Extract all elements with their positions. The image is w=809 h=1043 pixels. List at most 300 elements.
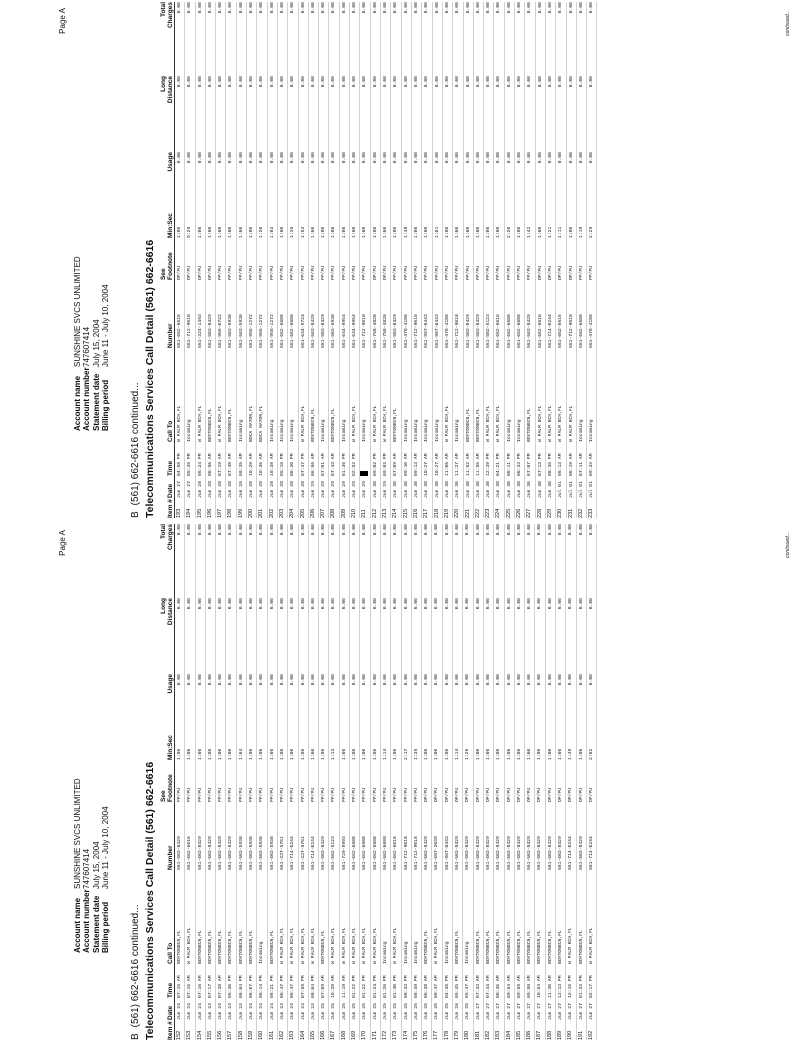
col-usage: Usage: [167, 152, 175, 202]
table-row: [432, 2, 442, 518]
cell-item: 159: [248, 1030, 255, 1040]
cell-item: 187: [536, 1030, 543, 1040]
cell-number: 561-503-5930: [238, 314, 244, 348]
cell-charges: 0.00: [341, 524, 347, 536]
cell-call-to: W PALM BCH,FL: [537, 405, 543, 442]
table-row: [175, 524, 185, 1040]
cell-time: 11:20 AM: [547, 975, 553, 998]
cell-number: 561-955-1272: [269, 314, 275, 348]
cell-date: Jun 29: [310, 481, 316, 498]
cell-distance: 0.00: [197, 76, 203, 88]
table-row: [463, 524, 473, 1040]
cell-item: 168: [340, 1030, 347, 1040]
cell-date: Jun 28: [228, 481, 234, 498]
cell-date: Jun 30: [414, 481, 420, 498]
cell-charges: 0.00: [197, 2, 203, 14]
cell-date: Jun 26: [465, 1003, 471, 1020]
cell-item: 202: [268, 508, 275, 518]
col-call-to: Call To: [167, 870, 175, 964]
cell-charges: 0.00: [413, 524, 419, 536]
cell-call-to: W PALM BCH,FL: [218, 405, 224, 442]
table-row: [432, 524, 442, 1040]
cell-item: 219: [443, 508, 450, 518]
cell-footnote: PP/PU: [372, 787, 378, 802]
cell-date: Jun 24: [177, 1003, 182, 1020]
table-row: [195, 524, 205, 1040]
cell-min-sec: 1:00: [444, 748, 450, 760]
cell-item: 177: [433, 1030, 440, 1040]
cell-call-to: BOYTONBCN,FL: [238, 930, 244, 964]
cell-min-sec: 1:00: [547, 748, 553, 760]
cell-time: 09:58 AM: [527, 975, 533, 998]
cell-call-to: W PALM BCH,FL: [300, 405, 306, 442]
cell-min-sec: 1:00: [228, 226, 234, 238]
cell-call-to: BOYTONBCN,FL: [537, 930, 543, 964]
cell-date: Jun 27: [578, 1003, 584, 1020]
cell-distance: 0.00: [588, 598, 594, 610]
cell-call-to: BOYTONBCN,FL: [547, 930, 553, 964]
cell-item: 171: [371, 1030, 378, 1040]
cell-number: 561-662-6688: [352, 836, 358, 870]
cell-footnote: PP/PU: [321, 787, 327, 802]
cell-time: 11:19 AM: [341, 975, 347, 998]
cell-footnote: PP/PU: [403, 787, 409, 802]
cell-item: 204: [289, 508, 296, 518]
cell-min-sec: 1:00: [486, 226, 492, 238]
cell-time: 02:17 PM: [588, 975, 594, 998]
cell-usage: 0.00: [218, 674, 224, 686]
cell-time: 06:14 PM: [259, 975, 265, 998]
cell-time: 01:22 PM: [352, 975, 358, 998]
cell-time: 06:38 AM: [424, 975, 430, 998]
cell-usage: 0.00: [383, 152, 389, 164]
table-row: [401, 2, 411, 518]
cell-item: 193: [176, 508, 182, 518]
table-row: [401, 524, 411, 1040]
cell-time: 11:27 AM: [455, 453, 461, 476]
cell-usage: 0.00: [578, 152, 584, 164]
cell-min-sec: 1:00: [310, 226, 316, 238]
cell-usage: 0.00: [249, 674, 255, 686]
cell-min-sec: 1:00: [310, 748, 316, 760]
cell-call-to: BOYTONBCN,FL: [249, 930, 255, 964]
cell-item: 172: [381, 1030, 388, 1040]
cell-call-to: W PALM BCH,FL: [362, 927, 368, 964]
statement-page-right: [0, 0, 809, 521]
cell-min-sec: 1:35: [413, 748, 419, 760]
cell-distance: 0.00: [331, 76, 337, 88]
cell-usage: 0.00: [486, 152, 492, 164]
redaction-mark: [360, 471, 368, 476]
statement-date-label: Statement date: [91, 373, 101, 431]
call-detail-heading: Telecommunications Services Call Detail (561) 662-6616: [144, 239, 156, 518]
table-row: [587, 2, 597, 518]
cell-item: 170: [361, 1030, 368, 1040]
table-row: [545, 2, 555, 518]
cell-number: 561-967-0443: [434, 314, 440, 348]
cell-call-to: Incoming: [362, 419, 368, 442]
cell-distance: 0.00: [424, 76, 430, 88]
table-row: [319, 524, 329, 1040]
cell-charges: 0.00: [331, 524, 337, 536]
cell-number: 561-662-6688: [362, 836, 368, 870]
cell-min-sec: 1:00: [414, 226, 420, 238]
cell-time: 07:16 AM: [197, 975, 203, 998]
cell-time: 01:22 PM: [362, 975, 368, 998]
cell-charges: 0.00: [269, 2, 275, 14]
cell-number: 561-503-8429: [455, 836, 461, 870]
cell-date: Jun 30: [465, 481, 471, 498]
cell-item: 222: [474, 508, 481, 518]
cell-item: 156: [217, 1030, 224, 1040]
cell-number: 561-503-8429: [465, 836, 471, 870]
cell-time: 11:06 AM: [444, 453, 450, 476]
cell-item: 221: [464, 508, 471, 518]
cell-number: 561-503-8429: [207, 836, 213, 870]
cell-footnote: PP/PU: [578, 265, 584, 280]
cell-usage: 0.00: [259, 674, 265, 686]
table-row: [370, 2, 380, 518]
cell-charges: 0.00: [558, 2, 564, 14]
cell-call-to: Incoming: [187, 419, 193, 442]
section-continued-title: [130, 904, 141, 1040]
cell-date: Jun 24: [238, 1003, 244, 1020]
cell-date: Jun 27: [557, 1003, 563, 1020]
cell-call-to: Incoming: [269, 419, 275, 442]
cell-date: Jun 30: [424, 481, 430, 498]
cell-item: 179: [454, 1030, 461, 1040]
cell-usage: 0.00: [218, 152, 224, 164]
cell-min-sec: 1:00: [197, 226, 203, 238]
cell-footnote: PP/PU: [228, 265, 234, 280]
cell-distance: 0.00: [485, 598, 491, 610]
cell-distance: 0.00: [465, 76, 471, 88]
cell-usage: 0.00: [187, 674, 193, 686]
cell-usage: 0.00: [547, 152, 553, 164]
cell-min-sec: 1:53: [300, 226, 306, 238]
table-row: [494, 2, 504, 518]
cell-footnote: PP/PU: [249, 265, 255, 280]
cell-number: 561-712-9018: [414, 314, 420, 348]
cell-time: 08:45 AM: [496, 975, 502, 998]
cell-call-to: W PALM BCH,FL: [310, 927, 316, 964]
cell-footnote: PP/PU: [506, 265, 512, 280]
cell-footnote: PP/PU: [434, 265, 440, 280]
cell-min-sec: 1:00: [455, 226, 461, 238]
cell-date: Jun 27: [485, 1003, 491, 1020]
call-rows: [175, 524, 597, 1040]
cell-time: 07:11 AM: [578, 453, 584, 476]
cell-date: Jun 24: [187, 1003, 193, 1020]
cell-charges: 0.00: [362, 524, 368, 536]
cell-charges: 0.00: [187, 2, 193, 14]
cell-distance: 0.00: [228, 598, 234, 610]
cell-number: 561-503-8429: [527, 836, 533, 870]
cell-number: 561-662-6688: [578, 314, 584, 348]
cell-call-to: W PALM BCH,FL: [187, 927, 193, 964]
cell-time: 09:59 AM: [516, 975, 522, 998]
cell-call-to: BOCA RATON,FL: [249, 405, 255, 442]
cell-charges: 0.00: [516, 524, 522, 536]
cell-usage: 0.00: [434, 674, 440, 686]
table-row: [566, 2, 576, 518]
cell-min-sec: 1:00: [496, 748, 502, 760]
cell-number: 561-503-8429: [321, 314, 327, 348]
table-row: [545, 524, 555, 1040]
cell-distance: 0.00: [424, 598, 430, 610]
cell-call-to: W PALM BCH,FL: [290, 927, 296, 964]
cell-usage: 0.00: [537, 674, 543, 686]
cell-item: 233: [588, 508, 595, 518]
cell-usage: 0.00: [485, 674, 491, 686]
table-row: [422, 524, 432, 1040]
table-row: [504, 2, 514, 518]
cell-time: 05:15 PM: [279, 453, 285, 476]
table-row: [226, 2, 236, 518]
cell-time: 07:17 AM: [207, 975, 213, 998]
cell-number: 561-337-5751: [279, 836, 285, 870]
table-row: [185, 2, 195, 518]
cell-time: 01:33 PM: [578, 975, 584, 998]
call-rows: [175, 2, 597, 518]
cell-time: 05:45 PM: [455, 975, 461, 998]
cell-min-sec: 1:00: [177, 226, 182, 238]
cell-min-sec: 1:48: [403, 226, 409, 238]
cell-usage: 0.00: [578, 674, 584, 686]
cell-min-sec: 1:00: [506, 748, 512, 760]
cell-date: Jun 28: [259, 481, 265, 498]
cell-charges: 0.00: [589, 2, 595, 14]
cell-item: 231: [567, 508, 574, 518]
cell-usage: 0.00: [496, 674, 502, 686]
cell-usage: 0.00: [290, 674, 296, 686]
cell-time: 06:07 PM: [249, 975, 255, 998]
cell-min-sec: 1:00: [269, 748, 275, 760]
cell-call-to: BOYTONBCN,FL: [424, 930, 430, 964]
cell-call-to: W PALM BCH,FL: [197, 405, 203, 442]
cell-usage: 0.00: [475, 152, 481, 164]
cell-min-sec: 1:00: [372, 226, 378, 238]
col-min-sec: Min:Sec: [167, 724, 175, 760]
cell-time: 10:38 AM: [269, 453, 275, 476]
cell-number: 561-662-6688: [382, 836, 388, 870]
cell-time: 06:04 PM: [238, 975, 244, 998]
cell-call-to: BOYTONBCN,FL: [527, 408, 533, 442]
cell-distance: 0.00: [279, 76, 285, 88]
cell-time: 10:27 AM: [434, 453, 440, 476]
cell-charges: 0.00: [249, 2, 255, 14]
section-letter: B: [130, 511, 141, 518]
cell-charges: 0.00: [269, 524, 275, 536]
cell-distance: 0.00: [310, 76, 316, 88]
cell-call-to: W PALM BCH,FL: [444, 405, 450, 442]
cell-call-to: W PALM BCH,FL: [434, 927, 440, 964]
col-date: Date: [167, 998, 175, 1020]
cell-footnote: PP/PU: [279, 265, 285, 280]
cell-charges: 0.00: [372, 2, 378, 14]
cell-number: 561-503-8429: [465, 314, 471, 348]
cell-min-sec: 1:42: [527, 226, 533, 238]
cell-item: 226: [516, 508, 523, 518]
cell-usage: 0.00: [527, 152, 533, 164]
col-item: Item #: [167, 499, 174, 518]
cell-item: 229: [546, 508, 553, 518]
cell-charges: 0.00: [382, 524, 388, 536]
table-row: [504, 524, 514, 1040]
cell-usage: 0.00: [372, 152, 378, 164]
cell-footnote: OP/PU: [207, 265, 213, 280]
cell-time: 11:52 AM: [465, 453, 471, 476]
cell-min-sec: 1:00: [465, 226, 471, 238]
cell-footnote: OP/PU: [506, 787, 512, 802]
table-row: [484, 2, 494, 518]
cell-item: 186: [526, 1030, 533, 1040]
cell-distance: 0.00: [207, 76, 213, 88]
cell-usage: 0.00: [506, 152, 512, 164]
table-row: [555, 524, 565, 1040]
cell-call-to: BOYTONBCN,FL: [455, 930, 461, 964]
cell-item: 216: [413, 508, 420, 518]
col-footnote: Footnote: [167, 760, 175, 802]
cell-time: 05:35 PM: [187, 453, 193, 476]
cell-min-sec: 1:00: [568, 226, 574, 238]
col-date: Date: [167, 476, 175, 498]
cell-call-to: W PALM BCH,FL: [383, 405, 389, 442]
cell-item: 220: [454, 508, 461, 518]
cell-distance: 0.00: [290, 76, 296, 88]
cell-distance: 0.00: [578, 598, 584, 610]
cell-distance: 0.00: [393, 598, 399, 610]
table-row: [494, 524, 504, 1040]
cell-min-sec: 1:00: [475, 748, 481, 760]
table-row: [380, 524, 390, 1040]
cell-charges: 0.00: [496, 2, 502, 14]
cell-number: 561-662-6688: [279, 314, 285, 348]
cell-item: 208: [330, 508, 337, 518]
cell-number: 561-562-5123: [331, 836, 337, 870]
table-row: [319, 2, 329, 518]
cell-footnote: PP/PU: [249, 787, 255, 802]
cell-footnote: PP/PU: [269, 265, 275, 280]
cell-time: 10:28 AM: [331, 975, 337, 998]
table-row: [247, 524, 257, 1040]
cell-item: 199: [237, 508, 244, 518]
cell-date: Jun 27: [588, 1003, 594, 1020]
cell-date: Jun 25: [331, 1003, 337, 1020]
cell-distance: 0.00: [269, 76, 275, 88]
cell-distance: 0.00: [527, 598, 533, 610]
cell-item: 157: [227, 1030, 234, 1040]
cell-charges: 0.00: [578, 2, 584, 14]
cell-min-sec: 1:00: [218, 226, 224, 238]
table-row: [350, 2, 360, 518]
cell-usage: 0.00: [382, 674, 388, 686]
cell-number: 561-503-8429: [228, 836, 234, 870]
cell-footnote: OP/PU: [372, 265, 378, 280]
cell-min-sec: 1:00: [362, 226, 368, 238]
account-number-value: 747607414: [82, 326, 92, 367]
col-see: See: [160, 268, 167, 280]
section-continued-title: [130, 382, 141, 518]
statement-date-value: July 15, 2004: [91, 319, 101, 367]
cell-distance: 0.00: [568, 76, 574, 88]
cell-item: 173: [392, 1030, 399, 1040]
cell-number: 561-503-5930: [331, 314, 337, 348]
cell-item: 206: [309, 508, 316, 518]
cell-footnote: PP/PU: [290, 787, 296, 802]
account-name-label: Account name: [73, 375, 82, 431]
cell-call-to: W PALM BCH,FL: [341, 927, 347, 964]
cell-number: 561-967-0443: [424, 314, 430, 348]
cell-number: 561-478-4188: [444, 314, 450, 348]
cell-usage: 0.00: [228, 674, 234, 686]
cell-usage: 0.00: [197, 152, 203, 164]
cell-call-to: W PALM BCH,FL: [496, 405, 502, 442]
col-number: Number: [167, 802, 175, 870]
cell-distance: 0.00: [279, 598, 285, 610]
cell-date: Jun 28: [269, 481, 275, 498]
cell-distance: 0.00: [547, 598, 553, 610]
cell-usage: 0.00: [321, 152, 327, 164]
cell-min-sec: 1:20: [259, 226, 265, 238]
cell-distance: 0.00: [372, 598, 378, 610]
cell-charges: 0.00: [455, 524, 461, 536]
cell-distance: 0.00: [362, 76, 368, 88]
cell-call-to: BOYTONBCN,FL: [310, 408, 316, 442]
cell-charges: 0.00: [393, 2, 399, 14]
cell-number: 561-503-8429: [527, 314, 533, 348]
cell-usage: 0.00: [424, 152, 430, 164]
col-charges: Charges: [167, 2, 175, 76]
table-row: [308, 524, 318, 1040]
cell-usage: 0.00: [393, 152, 399, 164]
cell-call-to: Incoming: [259, 941, 265, 964]
cell-call-to: BOYTONBCN,FL: [496, 930, 502, 964]
cell-date: Jun 30: [486, 481, 492, 498]
cell-time: 04:21 PM: [496, 453, 502, 476]
cell-time: 08:49 PM: [413, 975, 419, 998]
cell-usage: 0.00: [403, 674, 409, 686]
cell-item: 211: [361, 509, 368, 518]
cell-date: Jun 29: [362, 481, 368, 498]
cell-distance: 0.00: [300, 76, 306, 88]
cell-min-sec: 1:03: [269, 226, 275, 238]
cell-item: 183: [495, 1030, 502, 1040]
cell-item: 191: [577, 1030, 584, 1040]
table-row: [298, 2, 308, 518]
cell-min-sec: 1:00: [434, 748, 440, 760]
cell-number: 561-662-6688: [290, 314, 296, 348]
cell-charges: 0.00: [362, 2, 368, 14]
cell-min-sec: 1:00: [249, 748, 255, 760]
cell-time: 01:36 PM: [341, 453, 347, 476]
cell-number: 561-503-8429: [321, 836, 327, 870]
cell-item: 165: [309, 1030, 316, 1040]
cell-item: 161: [268, 1030, 275, 1040]
cell-charges: 0.00: [403, 524, 409, 536]
cell-footnote: OP/PU: [424, 787, 430, 802]
cell-call-to: Incoming: [290, 419, 296, 442]
cell-footnote: PP/PU: [475, 265, 481, 280]
cell-call-to: W PALM BCH,FL: [588, 927, 594, 964]
table-row: [205, 524, 215, 1040]
cell-date: Jun 24: [259, 1003, 265, 1020]
cell-footnote: PP/PU: [331, 265, 337, 280]
cell-number: 561-712-9018: [568, 314, 574, 348]
cell-footnote: PP/PU: [310, 265, 316, 280]
cell-charges: 0.00: [310, 524, 316, 536]
cell-distance: 0.00: [341, 76, 347, 88]
